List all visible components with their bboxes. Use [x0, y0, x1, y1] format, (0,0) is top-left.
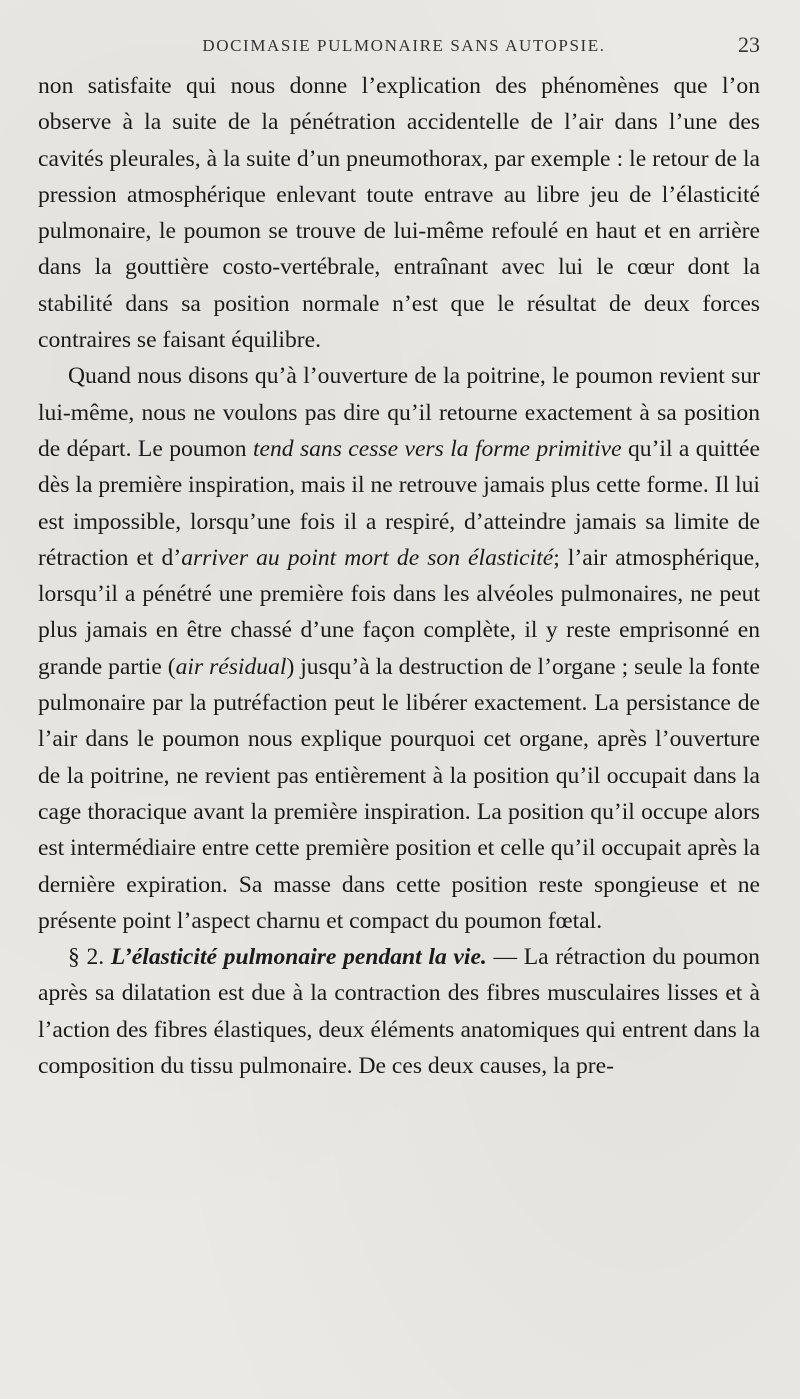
page-number: 23	[738, 32, 760, 57]
running-head	[38, 28, 760, 68]
paragraph-text: ; l’air atmosphérique, lorsqu’il a pénétré une première fois dans les alvéoles pulmonaires, ne peut plus jamais en être chassé d’une façon complète, il y reste emprisonné en grande partie (	[38, 544, 760, 680]
running-title: DOCIMASIE PULMONAIRE SANS AUTOPSIE.	[202, 36, 606, 55]
paragraph-text: ) jusqu’à la destruction de l’organe ; seule la fonte pulmonaire par la putréfaction peut le libérer exactement. La persistance de l’air dans le poumon nous explique pourquoi cet organe, après l’ouverture de la poitrine, ne revient pas entièrement à la position qu’il occupait dans la cage thoracique avant la première inspiration. La position qu’il occupe alors est intermédiaire entre cette première position et celle qu’il occupait après la dernière expiration. Sa masse dans cette position reste spongieuse et ne présente point l’aspect charnu et compact du poumon fœtal.	[38, 653, 760, 934]
paragraph-lung-retraction	[38, 358, 760, 939]
paragraph-text: Quand nous disons qu’à l’ouverture de la poitrine, le poumon revient sur lui-même, nous ne voulons pas dire qu’il retourne exactement à sa position de départ. Le poumon	[38, 363, 760, 462]
section-2-paragraph	[38, 939, 760, 1084]
paragraph-continued: non satisfaite qui nous donne l’explication des phénomènes que l’on observe à la suite de la pénétration accidentelle de l’air dans l’une des cavités pleurales, à la suite d’un pneumothorax, par exemple : le retour de la pression atmosphérique enlevant toute entrave au libre jeu de l’élasticité pulmonaire, le poumon se trouve de lui-même refoulé en haut et en arrière dans la gouttière costo-vertébrale, entraînant avec lui le cœur dont la stabilité dans sa position normale n’est que le résultat de deux forces contraires se faisant équilibre.	[38, 73, 760, 354]
italic-phrase: air résidual	[175, 653, 287, 680]
section-heading: L’élasticité pulmonaire pendant la vie.	[110, 944, 487, 971]
italic-phrase: tend sans cesse vers la forme primitive	[252, 435, 622, 462]
italic-phrase: arriver au point mort de son élasticité	[181, 544, 554, 571]
section-number: § 2.	[68, 944, 105, 971]
body-text	[38, 68, 760, 1084]
section-text: — La rétraction du poumon après sa dilatation est due à la contraction des fibres musculaires lisses et à l’action des fibres élastiques, deux éléments anatomiques qui entrent dans la composition du tissu pulmonaire. De ces deux causes, la pre-	[38, 944, 760, 1080]
paragraph-text: qu’il a quittée dès la première inspiration, mais il ne retrouve jamais plus cette forme. Il lui est impossible, lorsqu’une fois il a respiré, d’atteindre jamais sa limite de rétraction et d’	[38, 435, 761, 571]
